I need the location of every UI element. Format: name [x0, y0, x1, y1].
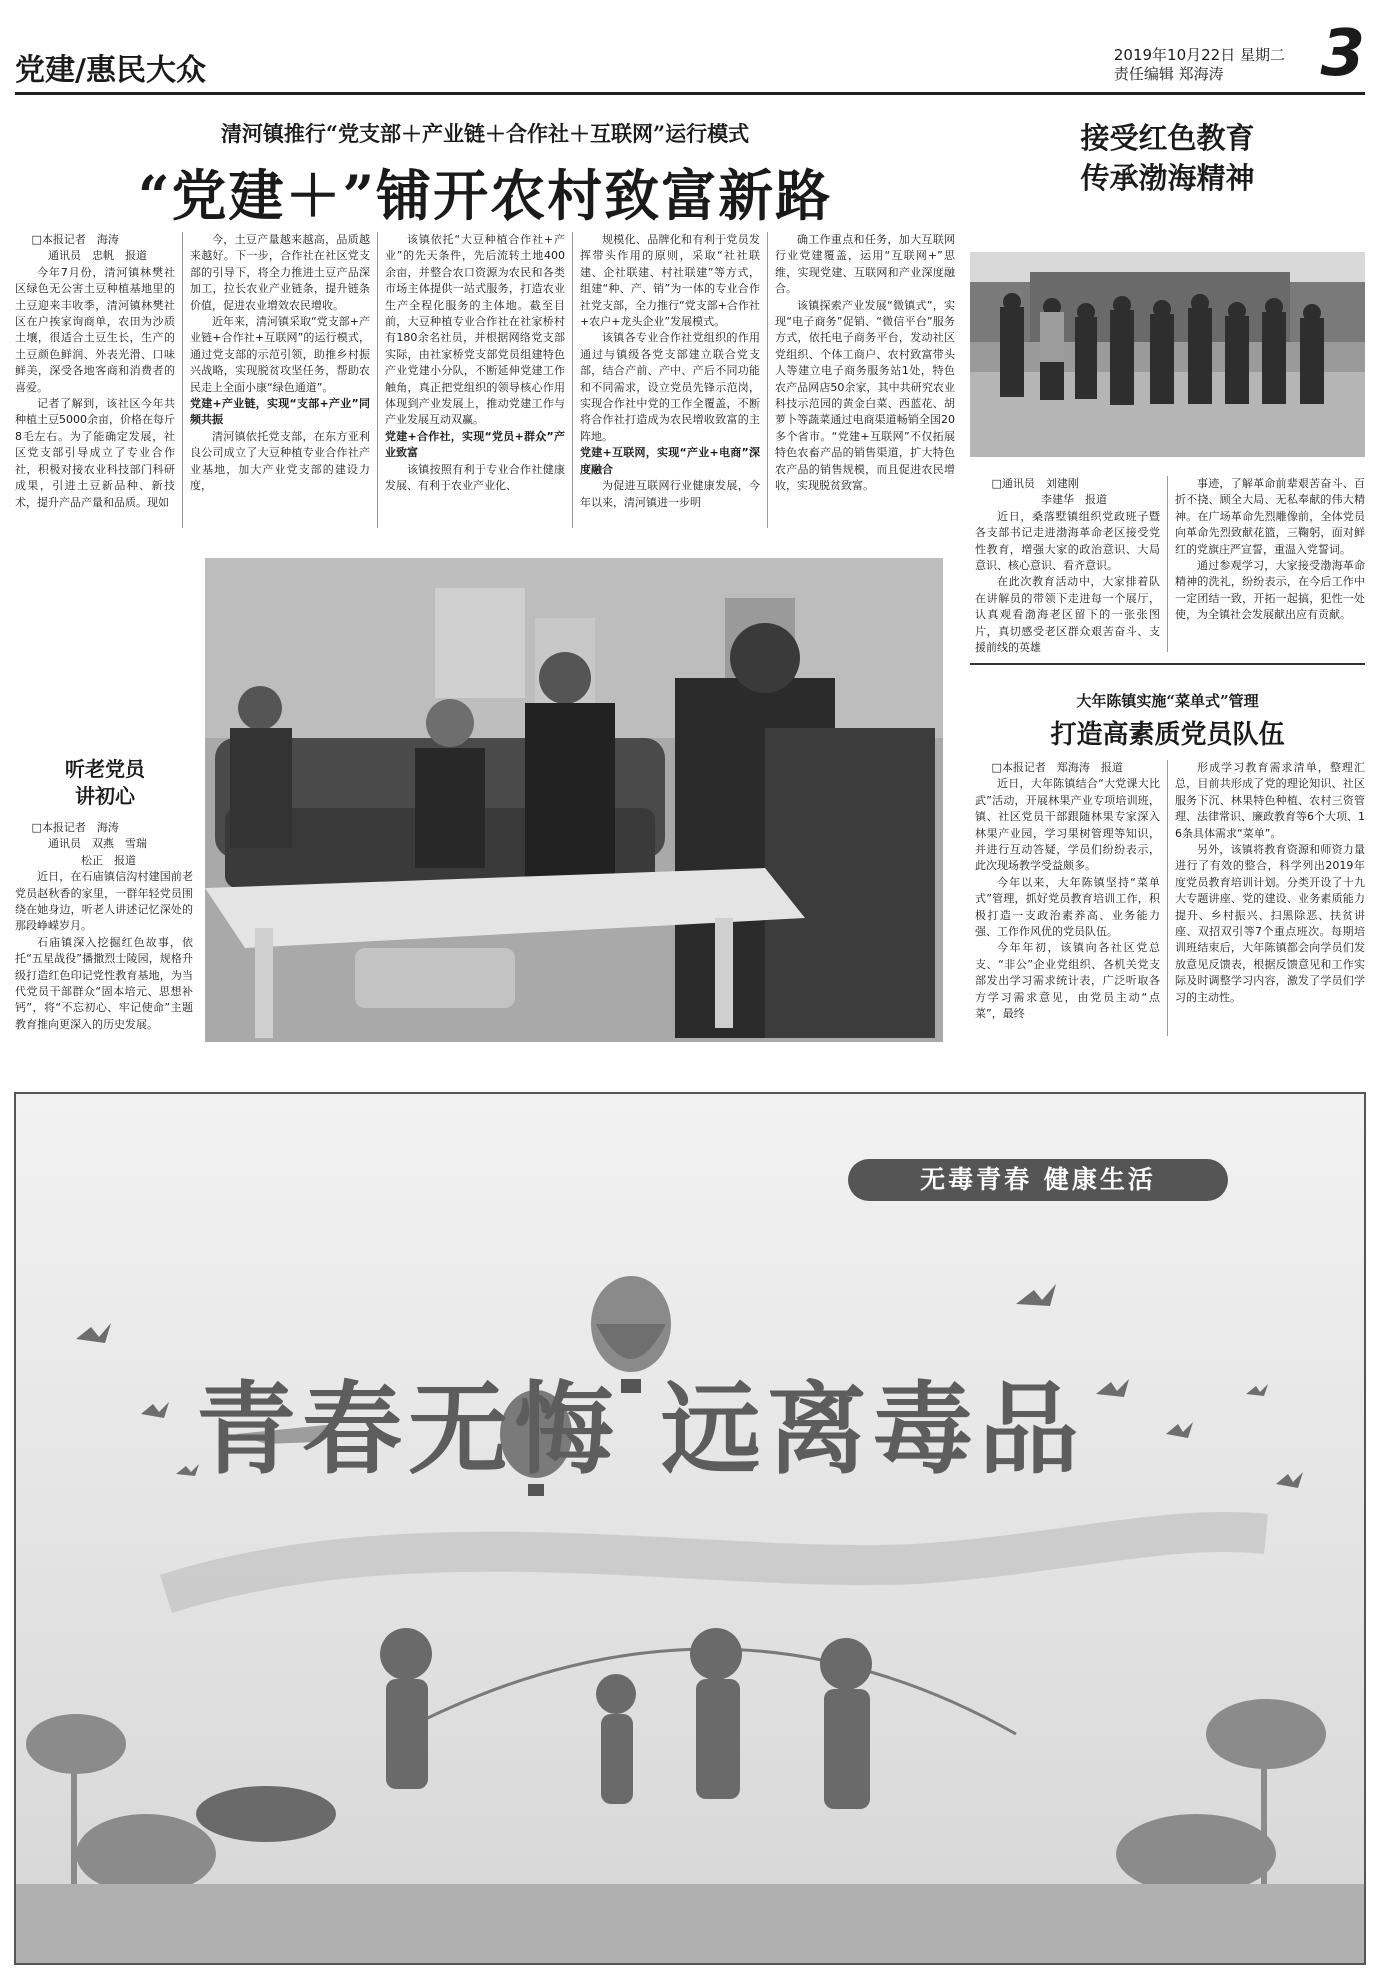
column-divider [377, 232, 378, 528]
old-member-column [15, 820, 193, 1042]
title-line: 讲初心 [75, 784, 135, 808]
byline: □通讯员 刘建刚 [991, 477, 1079, 490]
paragraph: 今年年初，该镇向各社区党总支、“非公”企业党组织、各机关党支部发出学习需求统计表，广泛听取各方学习需求意见，由党员主动“点菜”，最终 [975, 941, 1160, 1021]
red-education-column-2 [1175, 476, 1365, 656]
poster-slogan-small: 无毒青春 健康生活 [848, 1159, 1228, 1201]
byline: □本报记者 海涛 [31, 233, 119, 246]
byline: 松正 报道 [81, 853, 136, 867]
byline: □本报记者 郑海涛 报道 [991, 761, 1123, 774]
red-education-title [970, 118, 1365, 198]
section-rule [970, 663, 1365, 665]
title-line: 传承渤海精神 [1080, 161, 1255, 195]
column-divider [182, 232, 183, 528]
paragraph: 另外，该镇将教育资源和师资力量进行了有效的整合，科学列出2019年度党员教育培训计划。分类开设了十九大专题讲座、党的建设、业务素质能力提升、乡村振兴、扫黑除恶、扶贫讲座、双招双引等7个重点班次。每期培训班结束后，大年陈镇都会向学员们发放意见反馈表，根据反馈意见和工作实际及时调整学习内容，激发了学员们学习的主动性。 [1175, 843, 1365, 1004]
main-column-1 [15, 232, 175, 532]
paragraph: 规模化、品牌化和有利于党员发挥带头作用的原则，采取“社社联建、企社联建、村社联建”等方式，组建“种、产、销”为一体的专业合作社党支部，全力推行“党支部+合作社+农户+龙头企业”发展模式。 [580, 233, 760, 329]
danian-column-2 [1175, 760, 1365, 1042]
paragraph: 近日，桑落墅镇组织党政班子暨各支部书记走进渤海革命老区接受党性教育，增强大家的政治意识、大局意识、核心意识、看齐意识。 [975, 509, 1160, 573]
column-divider [767, 232, 768, 528]
main-column-5 [775, 232, 955, 532]
byline: 李建华 报道 [1041, 493, 1107, 507]
main-headline: “党建＋”铺开农村致富新路 [137, 163, 833, 228]
title-line: 接受红色教育 [1080, 121, 1255, 155]
issue-date: 2019年10月22日 星期二 [1113, 46, 1285, 64]
paragraph: 该镇探索产业发展“微镇式”，实现“电子商务”促销、“微信平台”服务方式，依托电子商务平台，发动社区党组织、个体工商户、农村致富带头人等建立电子商务服务站1处，特色农产品网店50余家，其中共研究农业科技示范园的黄金白菜、西蓝花、胡萝卜等蔬菜通过电商渠道畅销全国20多个省市。“党建+互联网”不仅拓展特色农畜产品的销售渠道，扩大特色农产品的销售规模，而且促进农民增收，实现脱贫致富。 [775, 298, 955, 493]
paragraph: 确工作重点和任务，加大互联网行业党建覆盖，运用“互联网+”思维，实现党建、互联网和产业深度融合。 [775, 233, 955, 296]
danian-kicker: 大年陈镇实施“菜单式”管理 [1076, 692, 1259, 710]
paragraph: 今年以来，大年陈镇坚持“菜单式”管理，抓好党员教育培训工作，积极打造一支政治素养高、业务能力强、工作作风优的党员队伍。 [975, 875, 1160, 939]
paragraph: 在此次教育活动中，大家排着队在讲解员的带领下走进每一个展厅，认真观看渤海老区留下的一张张图片，真切感受老区群众艰苦奋斗、支援前线的英雄 [975, 575, 1160, 655]
paragraph: 今，土豆产量越来越高，品质越来越好。下一步，合作社在社区党支部的引导下，将全力推进土豆产品深加工，拉长农业产业链条，提升链条价值，促进农业增效农民增收。 [190, 233, 370, 312]
old-member-photo [205, 558, 943, 1042]
red-education-column-1 [975, 476, 1160, 656]
paragraph: 近日，大年陈镇结合“大党课大比武”活动，开展林果产业专项培训班，镇、社区党员干部跟随林果专家深入林果产业园，学习果树管理等知识，并进行互动答疑，学员们纷纷表示，此次现场教学受益颇多。 [975, 777, 1160, 873]
column-divider [572, 232, 573, 528]
old-member-photo-illustration [205, 558, 943, 1042]
byline: □本报记者 海涛 [31, 821, 119, 834]
anti-drug-poster [14, 1092, 1366, 1965]
danian-headline: 打造高素质党员队伍 [1050, 720, 1285, 750]
masthead-info [1114, 46, 1285, 84]
paragraph: 近年来，清河镇采取“党支部+产业链+合作社+互联网”的运行模式，通过党支部的示范引领，助推乡村振兴战略，实现脱贫攻坚任务，帮助农民走上全面小康“绿色通道”。 [190, 315, 370, 394]
editor-credit: 责任编辑 郑海涛 [1113, 65, 1224, 83]
main-column-3 [385, 232, 565, 532]
main-column-4 [580, 232, 760, 532]
danian-column-1 [975, 760, 1160, 1042]
column-divider [1167, 476, 1168, 652]
paragraph: 通过参观学习，大家接受渤海革命精神的洗礼，纷纷表示，在今后工作中一定团结一致，开拓一起搞，犯性一处使，为全镇社会发展献出应有贡献。 [1175, 559, 1365, 622]
subheading: 党建+互联网，实现“产业+电商”深度融合 [580, 446, 760, 476]
old-member-title [15, 756, 195, 810]
byline: 通讯员 双燕 雪瑞 [48, 837, 147, 851]
paragraph: 该镇按照有利于专业合作社健康发展、有利于农业产业化、 [385, 462, 565, 493]
paragraph: 石庙镇深入挖掘红色故事，依托“五星战役”播撒烈士陵园，规格升级打造红色印记党性教育基地，为当代党员干部群众“固本培元、思想补钙”，将“不忘初心、牢记使命”主题教育推向更深入的历史发展。 [15, 935, 193, 1031]
paragraph: 清河镇依托党支部，在东方亚利良公司成立了大豆种植专业合作社产业基地，加大产业党支部的建设力度， [190, 429, 370, 493]
column-divider [1167, 760, 1168, 1036]
paragraph: 为促进互联网行业健康发展，今年以来，清河镇进一步明 [580, 479, 760, 509]
subheading: 党建+产业链，实现“支部+产业”同频共振 [190, 397, 370, 427]
paragraph: 该镇各专业合作社党组织的作用通过与镇级各党支部建立联合党支部，结合产前、产中、产后不同功能和不同需求，设立党员先锋示范岗，实现合作社中党的工作全覆盖，不断将合作社打造成为农民增收致富的主阵地。 [580, 331, 760, 443]
paragraph: 记者了解到，该社区今年共种植土豆5000余亩，价格在每斤8毛左右。为了能确定发展，社区党支部引导成立了专业合作社，积极对接农业科技部门科研成果，引进土豆新品种、新技术，提升产品产量和品质。现如 [15, 397, 175, 509]
poster-slogan-big: 青春无悔 远离毒品 [196, 1370, 1085, 1488]
masthead-rule [15, 92, 1365, 95]
section-title: 党建/惠民大众 [15, 53, 206, 88]
poster-illustration [16, 1094, 1364, 1963]
main-column-2 [190, 232, 370, 532]
paragraph: 近日，在石庙镇信沟村建国前老党员赵秋香的家里，一群年轻党员围绕在她身边，听老人讲述记忆深处的那段峥嵘岁月。 [15, 870, 193, 933]
main-kicker: 清河镇推行“党支部＋产业链＋合作社＋互联网”运行模式 [220, 121, 750, 146]
ceremony-photo-illustration [970, 252, 1365, 457]
paragraph: 该镇依托“大豆种植合作社+产业”的先天条件，先后流转土地400余亩，并整合农口资源为农民和各类市场主体提供一站式服务，打造农业生产全程化服务的主体地。截至目前，大豆种植专业合作社在社家桥村有180余名社员，并根据网络党支部实际，由社家桥党支部党员组建特色产业党建小分队，不断延伸党建工作触角，真正把党组织的领导核心作用体现到产业发展上，推动党建工作与产业发展互动双赢。 [385, 233, 565, 427]
paragraph: 今年7月份，清河镇林樊社区绿色无公害土豆种植基地里的土豆迎来丰收季，清河镇林樊社区在户挨家询商单，农田为沙质土壤，很适合土豆生长，生产的土豆颜色鲜润、外表光滑、口味鲜美，深受各地客商和消费者的喜爱。 [15, 265, 175, 394]
page-number: 3 [1320, 17, 1365, 91]
byline: 通讯员 忠帆 报道 [48, 249, 147, 263]
paragraph: 事迹，了解革命前辈艰苦奋斗、百折不挠、顾全大局、无私奉献的伟大精神。在广场革命先烈雕像前，全体党员向革命先烈致献花篮，三鞠躬，面对鲜红的党旗庄严宣誓，重温入党誓词。 [1175, 477, 1365, 556]
paragraph: 形成学习教育需求清单，整理汇总，目前共形成了党的理论知识、社区服务下沉、林果特色种植、农村三资管理、法律常识、廉政教育等6个大项、16条具体需求“菜单”。 [1175, 761, 1365, 840]
ceremony-photo [970, 252, 1365, 457]
subheading: 党建+合作社，实现“党员+群众”产业致富 [385, 429, 565, 460]
title-line: 听老党员 [65, 757, 145, 781]
